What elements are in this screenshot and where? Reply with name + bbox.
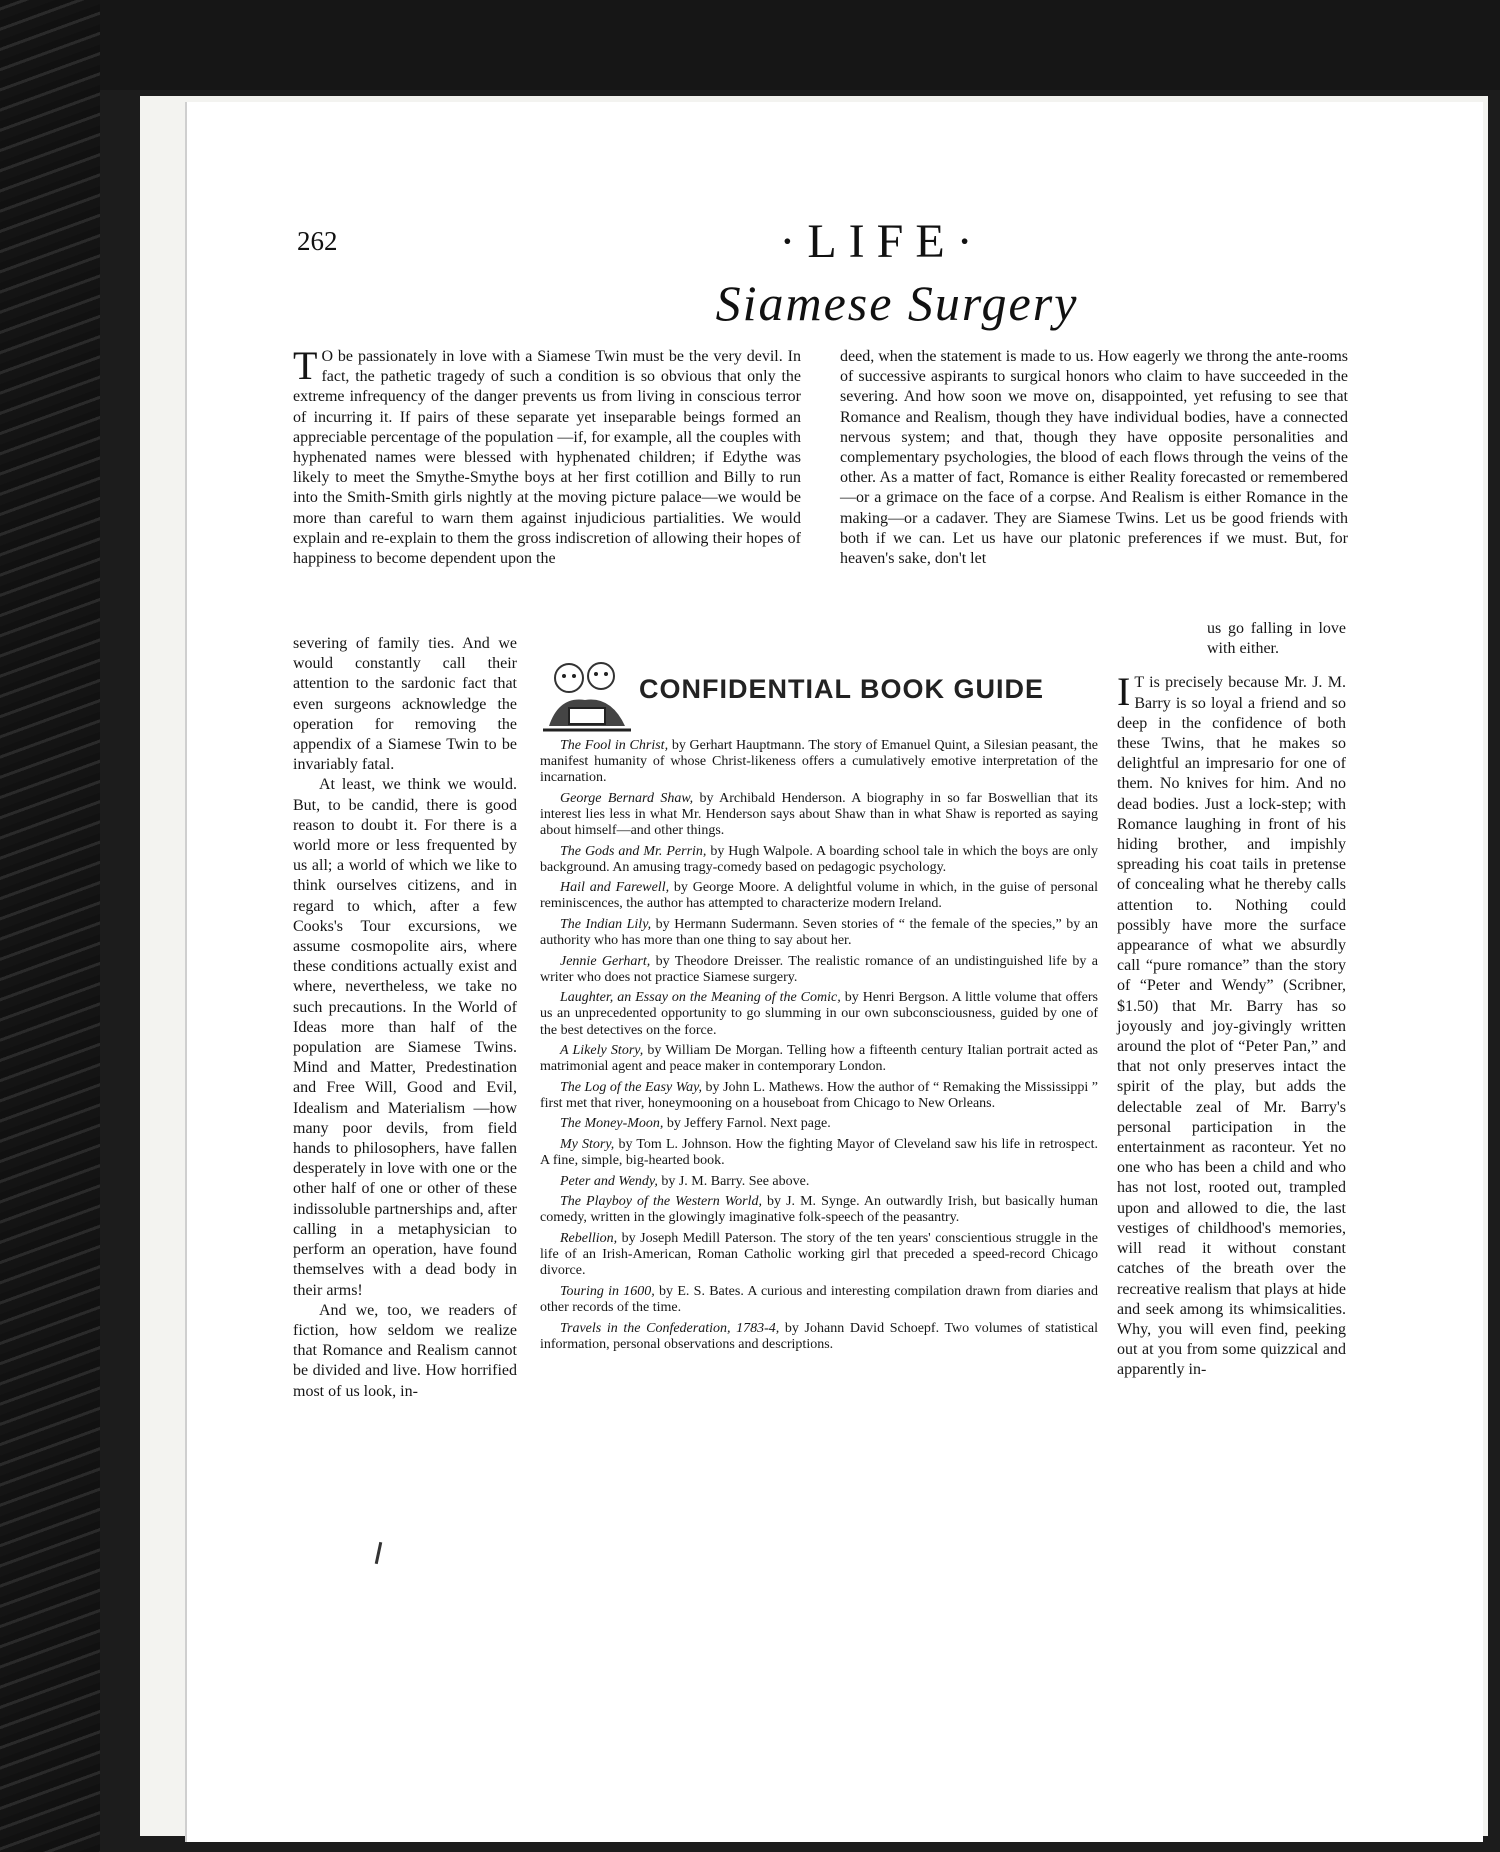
book-guide-entry [540,1231,1098,1279]
book-guide-entry [540,1137,1098,1169]
book-description: by Jeffery Farnol. Next page. [663,1116,831,1132]
book-description: by Joseph Medill Paterson. The story of the ten years' conscientious struggle in the life of an Irish-American, Roman Catholic working girl that preceded a speed-record Chicago divorce. [540,1231,1098,1279]
book-title: Rebellion, [560,1231,618,1247]
article-title: Siamese Surgery [715,275,1079,331]
book-description: by Tom L. Johnson. How the fighting Mayor of Cleveland saw his life in retrospect. A fine, simple, big-hearted book. [540,1137,1098,1169]
book-guide-entry [540,1284,1098,1316]
book-guide-list [540,738,1098,1357]
book-description: by E. S. Bates. A curious and interesting compilation drawn from diaries and other records of the time. [540,1283,1098,1315]
book-title: The Log of the Easy Way, [560,1079,703,1095]
page-number: 262 [297,226,338,256]
book-description: by George Moore. A delightful volume in which, in the guise of personal reminiscences, the author has attempted to characterize modern Ireland. [540,880,1098,912]
book-title: The Indian Lily, [560,916,652,932]
article-paragraph: T is precisely because Mr. J. M. Barry is so loyal a friend and so deep in the confidence of both these Twins, that he makes so delightful an impresario for one of them. No knives for him. And no dead bodies. Just a lock-step; with Romance laughing in front of his hiding brother, and impishly spreading his coat tails in pretense of concealing what he thereby calls attention to. Nothing could possibly have more the surface appearance of what we absurdly call “pure romance” than the story of “Peter and Wendy” (Scribner, $1.50) that Mr. Barry has so joyously and joy-givingly written around the plot of “Peter Pan,” and that not only preserves intact the spirit of the play, but adds the delectable zeal of Mr. Barry's personal participation in the entertainment as raconteur. Yet no one who has been a child and who has not lost, rooted out, trampled upon and allowed to die, the last vestiges of childhood's memories, will read it without constant catches of the breath over the recreative realism that plays at hide and seek among its whimsicalities. Why, you will even find, peeking out at you from some quizzical and apparently in- [1117,674,1346,1379]
book-guide-entry [540,917,1098,949]
book-guide-entry [540,1116,1098,1132]
book-title: The Playboy of the Western World, [560,1194,762,1210]
book-title: A Likely Story, [560,1043,644,1059]
drop-cap: T [293,343,318,388]
book-title: The Gods and Mr. Perrin, [560,843,707,859]
book-description: by William De Morgan. Telling how a fifteenth century Italian portrait acted as matrimonial agent and peace maker in contemporary London. [540,1043,1099,1075]
book-guide-entry [540,1043,1098,1075]
book-description: by J. M. Synge. An outwardly Irish, but basically human comedy, written in the glowingly imaginative folk-speech of the peasantry. [540,1194,1099,1226]
book-title: The Money-Moon, [560,1116,664,1132]
article-right-narrow-column [1117,619,1346,1381]
article-left-narrow-column [293,634,517,1402]
article-paragraph: O be passionately in love with a Siamese Twin must be the very devil. In fact, the pathetic tragedy of such a condition is so obvious that only the extreme infrequency of the danger prevents us from living in conscious terror of incurring it. If pairs of these separate yet inseparable beings formed an appreciable percentage of the population —if, for example, all the couples with hyphenated names were blessed with hyphenated children; if Edythe was likely to meet the Smythe-Smythe boys at her first cotillion and Billy to run into the Smith-Smith girls nightly at the moving picture palace—we would be more than careful to warn them against injudicious partialities. We would explain and re-explain to them the gross indiscretion of allowing their hopes of happiness to become dependent upon the [293,348,801,568]
book-title: George Bernard Shaw, [560,790,694,806]
book-guide-entry [540,880,1098,912]
article-paragraph: severing of family ties. And we would constantly call their attention to the sardonic fact that even surgeons acknowledge the operation for removing the appendix of a Siamese Twin to be invariably fatal. [293,635,517,774]
masthead: ·LIFE· [779,215,985,268]
book-guide-entry [540,1194,1098,1226]
book-title: Travels in the Confederation, 1783-4, [560,1320,780,1336]
book-description: by J. M. Barry. See above. [657,1173,810,1189]
book-title: Laughter, an Essay on the Meaning of the Comic, [560,990,841,1006]
pencil-mark [375,1542,383,1564]
book-title: My Story, [560,1137,615,1153]
book-guide-illustration-icon [539,656,635,736]
book-title: Peter and Wendy, [560,1173,658,1189]
book-description: by Hugh Walpole. A boarding school tale in which the boys are only background. An amusing tragy-comedy based on pedagogic psychology. [540,843,1098,875]
book-description: by John L. Mathews. How the author of “ Remaking the Mississippi ” first met that river, honeymooning on a houseboat from Chicago to New Orleans. [540,1079,1098,1111]
article-left-column-top [293,343,801,569]
drop-cap: I [1117,669,1131,715]
article-paragraph: And we, too, we readers of fiction, how seldom we realize that Romance and Realism cannot be divided and live. How horrified most of us look, in- [293,1301,517,1400]
book-description: by Archibald Henderson. A biography in so far Boswellian that its interest lies less in what Mr. Henderson says about Shaw than in what Shaw is reported as saying about himself—and other things. [540,790,1098,838]
book-title: Jennie Gerhart, [560,953,651,969]
book-guide-entry [540,738,1098,786]
book-description: by Johann David Schoepf. Two volumes of statistical information, personal observations and descriptions. [540,1320,1099,1352]
article-right-column-top [840,347,1348,569]
book-description: by Hermann Sudermann. Seven stories of “ the female of the species,” by an authority who has more than one thing to say about her. [540,916,1098,949]
book-guide-entry [540,1080,1098,1112]
article-paragraph: At least, we think we would. But, to be candid, there is good reason to doubt it. For there is a world more or less frequented by us all; a world of which we like to think ourselves citizens, and in regard to which, after a few Cooks's Tour excursions, we assume cosmopolite airs, where these conditions actually exist and where, nevertheless, we take no such precautions. In the World of Ideas more than half of the population are Siamese Twins. Mind and Matter, Predestination and Free Will, Good and Evil, Idealism and Materialism —how many poor devils, from field hands to philosophers, have fallen desperately in love with one or the other half of one or other of these indissoluble partnerships and, after calling in a metaphysician to perform an operation, have found themselves with a dead body in their arms! [293,776,517,1299]
book-guide-entry [540,990,1098,1038]
scan-top-border [0,0,1500,90]
magazine-page [185,102,1483,1842]
watermark: comicbooks.com [1224,1808,1445,1838]
book-guide-entry [540,844,1098,876]
article-paragraph: us go falling in love with either. [1207,620,1346,658]
book-description: by Henri Bergson. A little volume that offers us an unprecedented opportunity to go slumming in our own subconsciousness, guided by one of the best detectives on the force. [540,990,1098,1038]
book-description: by Gerhart Hauptmann. The story of Emanuel Quint, a Silesian peasant, the manifest humanity of whose Christ-likeness offers a cumulatively emotive interpretation of the incarnation. [540,738,1098,786]
book-guide-entry [540,954,1098,986]
book-guide-entry [540,1321,1098,1353]
book-title: The Fool in Christ, [560,738,669,753]
article-paragraph: deed, when the statement is made to us. How eagerly we throng the ante-rooms of successive aspirants to surgical honors who claim to have succeeded in the severing. And how soon we move on, disappointed, yet refusing to see that Romance and Realism, though they have individual bodies, have a connected nervous system; and that, though they have opposite personalities and complementary psychologies, the blood of each flows through the veins of the other. As a matter of fact, Romance is either Reality forecasted or remembered—or a grimace on the face of a corpse. And Realism is either Romance in the making—or a cadaver. They are Siamese Twins. Let us be good friends with both if we can. Let us have our platonic preferences if we must. But, for heaven's sake, don't let [840,348,1348,568]
book-guide-entry [540,1174,1098,1190]
book-guide-title: CONFIDENTIAL BOOK GUIDE [639,674,1045,704]
book-description: by Theodore Dreisser. The realistic romance of an undistinguished life by a writer who does not practice Siamese surgery. [540,953,1099,985]
book-title: Touring in 1600, [560,1283,655,1299]
book-guide-entry [540,791,1098,839]
book-title: Hail and Farewell, [560,880,670,896]
scan-left-border [0,0,100,1852]
